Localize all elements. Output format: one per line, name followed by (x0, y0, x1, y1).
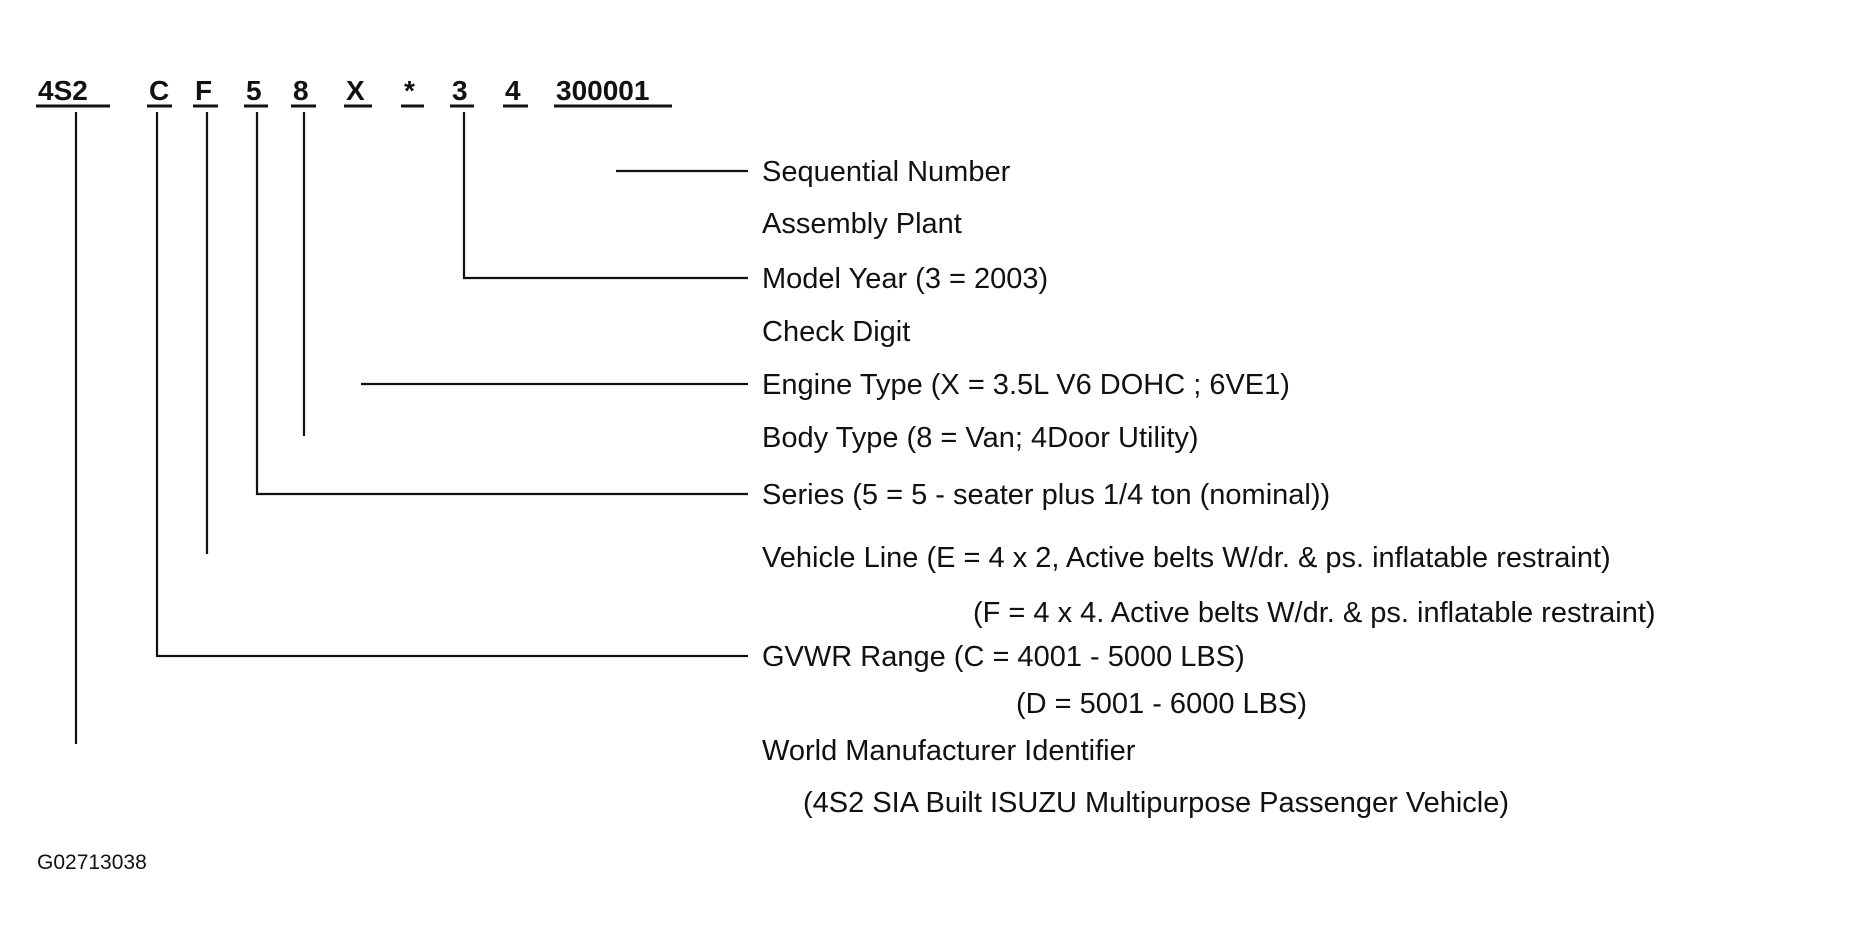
vin-segment-body: 8 (293, 75, 309, 106)
vin-segment-series: 5 (246, 75, 262, 106)
vin-segment-seq: 300001 (556, 75, 650, 106)
vin-segment-line: F (195, 75, 213, 106)
leader-series (257, 112, 748, 494)
desc-gvwr-range-c: GVWR Range (C = 4001 - 5000 LBS) (762, 641, 1245, 673)
vin-segment-gvwr: C (149, 75, 170, 106)
desc-check-digit: Check Digit (762, 316, 911, 348)
desc-body-type: Body Type (8 = Van; 4Door Utility) (762, 422, 1199, 454)
desc-vehicle-line-f: (F = 4 x 4. Active belts W/dr. & ps. inflatable restraint) (973, 597, 1656, 629)
leader-year (464, 112, 748, 278)
desc-vehicle-line-e: Vehicle Line (E = 4 x 2, Active belts W/dr. & ps. inflatable restraint) (762, 542, 1611, 574)
descriptions (762, 156, 1656, 819)
vin-code (38, 75, 649, 106)
figure-id: G02713038 (37, 851, 147, 874)
desc-world-manufacturer-identifier: World Manufacturer Identifier (762, 735, 1136, 767)
vin-segment-year: 3 (452, 75, 468, 106)
desc-engine-type: Engine Type (X = 3.5L V6 DOHC ; 6VE1) (762, 369, 1290, 401)
desc-series: Series (5 = 5 - seater plus 1/4 ton (nominal)) (762, 479, 1331, 511)
leader-lines (76, 112, 748, 744)
desc-sequential-number: Sequential Number (762, 156, 1011, 188)
vin-segment-plant: 4 (505, 75, 521, 106)
vin-segment-wmi: 4S2 (38, 75, 88, 106)
desc-gvwr-range-d: (D = 5001 - 6000 LBS) (1016, 688, 1307, 720)
desc-assembly-plant: Assembly Plant (762, 208, 962, 240)
desc-model-year: Model Year (3 = 2003) (762, 263, 1049, 295)
vin-segment-check: * (404, 75, 415, 106)
desc-wmi-detail: (4S2 SIA Built ISUZU Multipurpose Passenger Vehicle) (803, 787, 1509, 819)
vin-segment-engine: X (346, 75, 365, 106)
